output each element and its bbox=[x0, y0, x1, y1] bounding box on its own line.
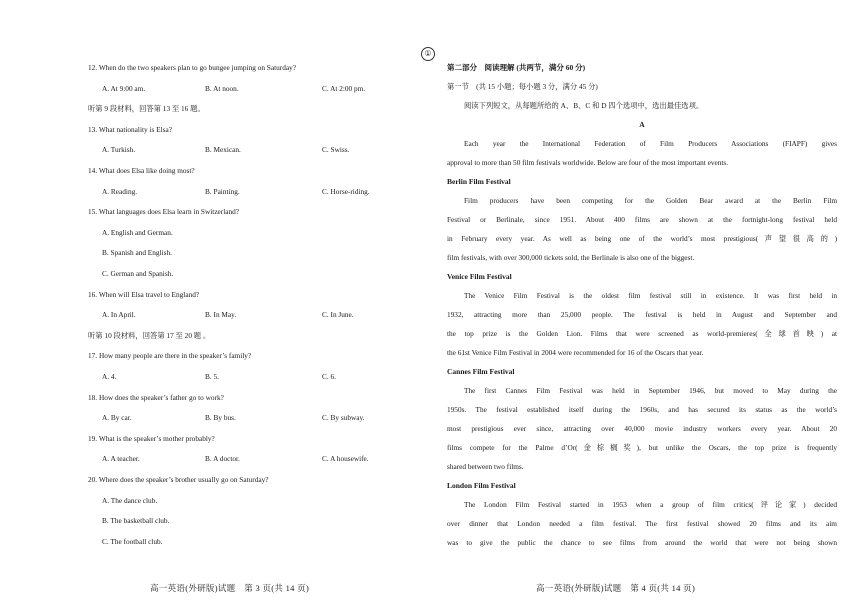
answer-option-b: B. Painting. bbox=[205, 186, 240, 196]
section-heading: London Film Festival bbox=[447, 481, 516, 490]
passage-line: over dinner that London needed a film festival. The first festival showed 20 films and its aim bbox=[447, 519, 837, 528]
question-text: 听第 9 段材料，回答第 13 至 16 题。 bbox=[88, 104, 205, 114]
answer-option: C. German and Spanish. bbox=[102, 269, 174, 278]
instruction-line: 阅读下列短文，从每题所给的 A、B、C 和 D 四个选项中，选出最佳选项。 bbox=[464, 101, 704, 110]
answer-option: A. The dance club. bbox=[102, 495, 158, 505]
answer-option: C. The football club. bbox=[102, 536, 163, 546]
passage-line: 1932, attracting more than 25,000 people. The festival is held in August and September and bbox=[447, 310, 837, 319]
section-heading: Cannes Film Festival bbox=[447, 367, 515, 376]
question-text: 14. What does Elsa like doing most? bbox=[88, 166, 195, 175]
answer-option: B. Spanish and English. bbox=[102, 248, 172, 258]
answer-option: B. The basketball club. bbox=[102, 516, 170, 526]
answer-option-c: C. By subway. bbox=[322, 413, 365, 423]
answer-option: A. English and German. bbox=[102, 227, 173, 237]
answer-option-b: B. By bus. bbox=[205, 413, 236, 423]
answer-option-b: B. 5. bbox=[205, 372, 219, 381]
question-text: 听第 10 段材料，回答第 17 至 20 题 。 bbox=[88, 330, 211, 340]
right-page-footer: 高一英语(外研版)试题 第 4 页(共 14 页) bbox=[536, 583, 696, 593]
passage-line: film festivals, with over 300,000 tickets sold, the Berlinale is also one of the biggest. bbox=[447, 253, 695, 262]
answer-option-a: A. At 9:00 am. bbox=[102, 83, 146, 93]
passage-line: 第一节 (共 15 小题；每小题 3 分，满分 45 分) bbox=[447, 82, 598, 91]
page-marker-circle: ① bbox=[421, 47, 435, 61]
question-text: 17. How many people are there in the speaker’s family? bbox=[88, 351, 252, 361]
question-text: 19. What is the speaker’s mother probably? bbox=[88, 433, 215, 443]
answer-option-b: B. In May. bbox=[205, 310, 237, 320]
answer-option-a: A. In April. bbox=[102, 310, 136, 320]
answer-option-c: C. Swiss. bbox=[322, 145, 350, 155]
section-heading: 第二部分 阅读理解 (共两节，满分 60 分) bbox=[447, 63, 586, 72]
answer-option-c: C. A housewife. bbox=[322, 454, 369, 464]
section-heading: Berlin Film Festival bbox=[447, 177, 511, 186]
passage-line: approval to more than 50 film festivals worldwide. Below are four of the most important events. bbox=[447, 158, 729, 167]
answer-option-a: A. A teacher. bbox=[102, 454, 140, 464]
answer-option-a: A. By car. bbox=[102, 413, 132, 423]
passage-line: the top prize is the Golden Lion. Films that were screened as world-premieres(全球首映) at bbox=[447, 329, 837, 338]
section-heading: Venice Film Festival bbox=[447, 272, 512, 281]
passage-line: 1950s. The festival established itself during the 1960s, and has secured its status as the world’s bbox=[447, 405, 837, 414]
passage-line: Festival or Berlinale, since 1951. About 400 films are shown at the fortnight-long festival held bbox=[447, 215, 837, 224]
passage-line: films compete for the Palme d’Or(金棕榈奖), but unlike the Oscars, the top prize is frequently bbox=[447, 443, 837, 452]
passage-line: The London Film Festival started in 1953 when a group of film critics(评论家) decided bbox=[464, 500, 837, 509]
answer-option-b: B. At noon. bbox=[205, 83, 239, 93]
question-text: 13. What nationality is Elsa? bbox=[88, 124, 172, 134]
passage-line: The first Cannes Film Festival was held in September 1946, but moved to May during the bbox=[464, 386, 837, 395]
question-text: 18. How does the speaker’s father go to work? bbox=[88, 392, 224, 402]
answer-option-c: C. 6. bbox=[322, 372, 336, 381]
answer-option-b: B. A doctor. bbox=[205, 454, 240, 464]
question-text: 16. When will Elsa travel to England? bbox=[88, 289, 200, 299]
answer-option-a: A. Turkish. bbox=[102, 145, 136, 155]
answer-option-c: C. At 2:00 pm. bbox=[322, 83, 366, 93]
answer-option-a: A. Reading. bbox=[102, 186, 138, 196]
question-text: 15. What languages does Elsa learn in Switzerland? bbox=[88, 207, 240, 217]
passage-line: most prestigious ever since, attracting over 40,000 movie industry workers every year. About 20 bbox=[447, 424, 837, 433]
answer-option-c: C. In June. bbox=[322, 310, 354, 320]
left-page-footer: 高一英语(外研版)试题 第 3 页(共 14 页) bbox=[150, 583, 310, 593]
passage-line: Film producers have been competing for the Golden Bear award at the Berlin Film bbox=[464, 196, 837, 205]
passage-line: was to give the public the chance to see films from around the world that were not being shown bbox=[447, 538, 837, 547]
answer-option-c: C. Horse-riding. bbox=[322, 186, 370, 196]
passage-line: Each year the International Federation of Film Producers Associations (FIAPF) gives bbox=[464, 139, 837, 148]
answer-option-a: A. 4. bbox=[102, 372, 117, 381]
question-text: 20. Where does the speaker’s brother usually go on Saturday? bbox=[88, 475, 269, 484]
passage-line: The Venice Film Festival is the oldest film festival still in existence. It was first held in bbox=[464, 291, 837, 300]
passage-line: the 61st Venice Film Festival in 2004 were recommended for 16 of the Oscars that year. bbox=[447, 348, 704, 357]
right-page bbox=[430, 0, 860, 608]
answer-option-b: B. Mexican. bbox=[205, 145, 241, 155]
passage-line: in February every year. As well as being one of the world’s most prestigious(声望很高的) bbox=[447, 234, 837, 243]
question-text: 12. When do the two speakers plan to go bungee jumping on Saturday? bbox=[88, 63, 296, 72]
passage-label: A bbox=[639, 120, 645, 129]
passage-line: shared between two films. bbox=[447, 462, 524, 471]
